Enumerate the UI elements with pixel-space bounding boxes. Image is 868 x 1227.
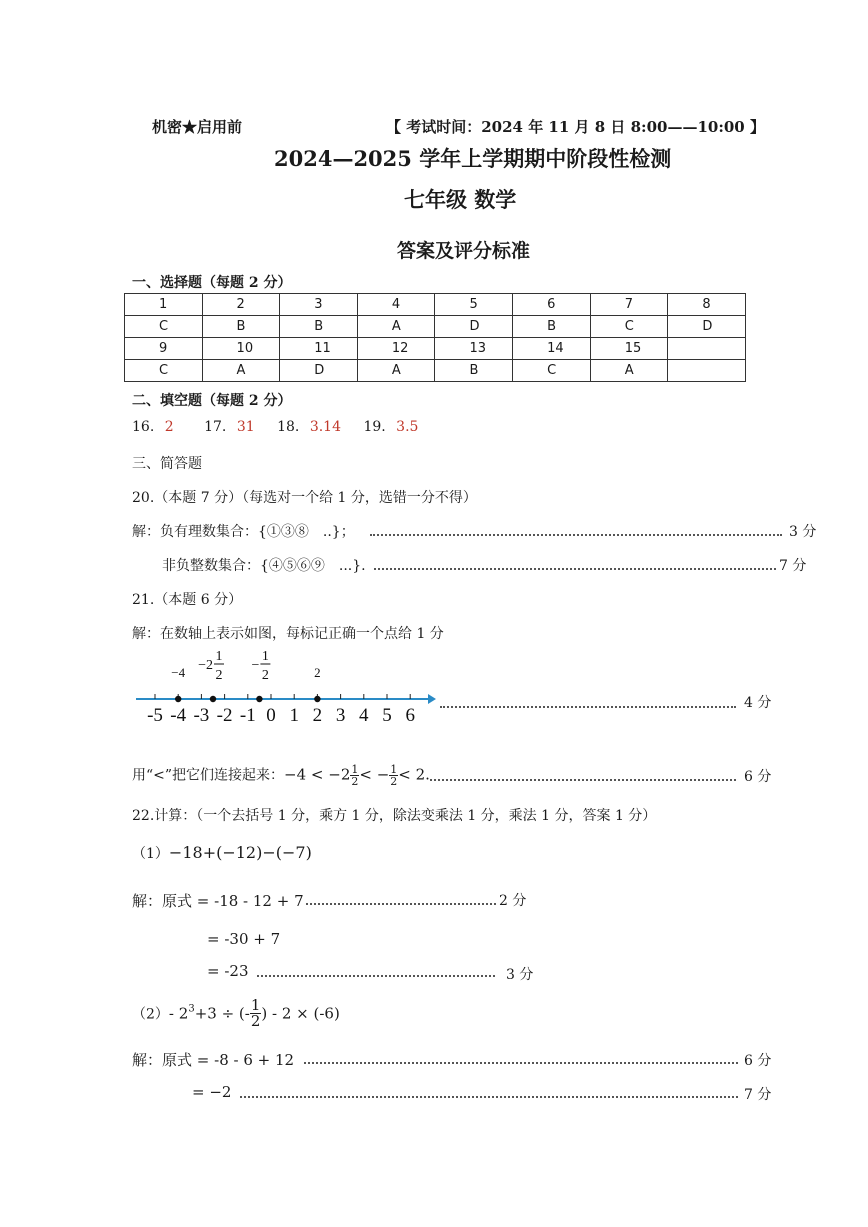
table-cell: 5 bbox=[435, 294, 513, 316]
q22-part2-step1 bbox=[132, 1049, 294, 1070]
expr-b: +3 ÷ (- bbox=[194, 1004, 250, 1023]
table-cell: 1 bbox=[125, 294, 203, 316]
table-cell: 10 bbox=[202, 338, 280, 360]
page-subtitle: 七年级 数学 bbox=[404, 187, 517, 212]
expr-c: ) - 2 × (-6) bbox=[261, 1004, 340, 1023]
compare-part-a: −4 < −2 bbox=[284, 765, 351, 784]
table-cell: 2 bbox=[202, 294, 280, 316]
section3-heading: 三、简答题 bbox=[132, 456, 202, 472]
part2-label: （2） bbox=[132, 1006, 169, 1023]
expr-a: - 2 bbox=[168, 1004, 189, 1023]
table-cell: C bbox=[590, 316, 668, 338]
number-line bbox=[128, 643, 448, 733]
point-label-numerator: 1 bbox=[261, 649, 269, 664]
table-cell: B bbox=[435, 360, 513, 382]
q16-num: 16. bbox=[132, 419, 155, 435]
section2-heading: 二、填空题（每题 2 分） bbox=[132, 393, 292, 409]
step: 原式 = -18 - 12 + 7 bbox=[162, 892, 304, 910]
p1-step3: = -23 bbox=[207, 962, 249, 980]
p1-score1: 2 分 bbox=[499, 893, 527, 909]
part1-expression: −18+(−12)−(−7) bbox=[168, 843, 312, 862]
table-cell: C bbox=[125, 316, 203, 338]
q21-compare bbox=[132, 764, 430, 787]
tick-label: -5 bbox=[147, 705, 163, 726]
table-cell: A bbox=[357, 316, 435, 338]
leader-dots bbox=[374, 568, 776, 570]
point-label: 2 bbox=[314, 665, 321, 680]
q22-part2 bbox=[132, 998, 340, 1029]
table-cell: D bbox=[668, 316, 746, 338]
tick-label: 5 bbox=[382, 705, 392, 726]
table-row bbox=[125, 294, 746, 316]
table-cell: B bbox=[280, 316, 358, 338]
table-row bbox=[125, 338, 746, 360]
q22-title: 22.计算：（一个去括号 1 分，乘方 1 分，除法变乘法 1 分，乘法 1 分，答案 1 分） bbox=[132, 808, 657, 824]
section1-heading: 一、选择题（每题 2 分） bbox=[132, 275, 292, 291]
leader-dots bbox=[304, 1062, 738, 1064]
tick-label: 0 bbox=[266, 705, 276, 726]
p2-score1: 6 分 bbox=[744, 1053, 772, 1069]
compare-prefix: 用“<”把它们连接起来： bbox=[132, 767, 285, 784]
point-marker bbox=[210, 696, 216, 702]
tick-label: 1 bbox=[289, 705, 299, 726]
confidential-label: 机密★启用前 bbox=[152, 118, 243, 136]
table-cell: D bbox=[435, 316, 513, 338]
table-cell bbox=[668, 338, 746, 360]
q21-score2: 6 分 bbox=[744, 769, 772, 785]
table-cell: A bbox=[202, 360, 280, 382]
tick-label: 2 bbox=[312, 705, 323, 726]
table-row bbox=[125, 316, 746, 338]
q18-num: 18. bbox=[277, 419, 300, 435]
q22-part1-step1 bbox=[132, 890, 304, 911]
table-cell: 3 bbox=[280, 294, 358, 316]
q21-score1: 4 分 bbox=[744, 695, 772, 711]
tick-label: -2 bbox=[216, 705, 233, 726]
leader-dots bbox=[240, 1096, 738, 1098]
leader-dots bbox=[257, 975, 495, 977]
compare-frac2: $\frac{1}{2}$ bbox=[390, 763, 398, 788]
q16-answer: 2 bbox=[164, 419, 174, 435]
leader-dots bbox=[370, 534, 782, 536]
q21-line1: 解：在数轴上表示如图，每标记正确一个点给 1 分 bbox=[132, 626, 444, 642]
table-cell: C bbox=[513, 360, 591, 382]
expr-exponent: 3 bbox=[188, 1003, 195, 1015]
table-cell bbox=[668, 360, 746, 382]
tick-label: 3 bbox=[335, 705, 346, 726]
q20-score2: 7 分 bbox=[779, 558, 807, 574]
point-label-numerator: 1 bbox=[215, 649, 223, 664]
compare-frac1: $\frac{1}{2}$ bbox=[351, 763, 359, 788]
fill-answers bbox=[132, 419, 418, 435]
q20-line1: 解：负有理数集合：{①③⑧ ..}； bbox=[132, 524, 355, 540]
point-label-denominator: 2 bbox=[215, 668, 223, 683]
tick-label: -1 bbox=[239, 705, 256, 726]
table-cell: 6 bbox=[513, 294, 591, 316]
q20-title: 20.（本题 7 分）（每选对一个给 1 分，选错一分不得） bbox=[132, 490, 477, 506]
leader-dots bbox=[306, 903, 496, 905]
solution-prefix: 解： bbox=[132, 892, 163, 910]
table-cell: 14 bbox=[513, 338, 591, 360]
table-cell: A bbox=[590, 360, 668, 382]
p2-score2: 7 分 bbox=[744, 1087, 772, 1103]
tick-label: 6 bbox=[405, 705, 415, 726]
q19-num: 19. bbox=[363, 419, 386, 435]
step: 原式 = -8 - 6 + 12 bbox=[162, 1051, 295, 1069]
table-row bbox=[125, 360, 746, 382]
solution-prefix: 解： bbox=[132, 1051, 163, 1069]
tick-label: -4 bbox=[170, 705, 187, 726]
tick-label: 4 bbox=[359, 705, 369, 726]
table-cell: C bbox=[125, 360, 203, 382]
table-cell: B bbox=[202, 316, 280, 338]
p2-step2: = −2 bbox=[192, 1083, 232, 1101]
table-cell: A bbox=[357, 360, 435, 382]
table-cell: 13 bbox=[435, 338, 513, 360]
leader-dots bbox=[430, 779, 736, 781]
answer-table bbox=[124, 293, 746, 382]
compare-part-c: < 2. bbox=[398, 765, 430, 784]
doc-title: 答案及评分标准 bbox=[397, 240, 531, 262]
exam-time: 【 考试时间：2024 年 11 月 8 日 8:00——10:00 】 bbox=[386, 118, 765, 136]
table-cell: 9 bbox=[125, 338, 203, 360]
part1-label: （1） bbox=[132, 846, 169, 862]
point-marker bbox=[314, 696, 320, 702]
q18-answer: 3.14 bbox=[309, 419, 341, 435]
q21-title: 21.（本题 6 分） bbox=[132, 592, 243, 608]
point-label-whole: −2 bbox=[198, 658, 213, 673]
tick-label: -3 bbox=[193, 705, 210, 726]
table-cell: 15 bbox=[590, 338, 668, 360]
table-cell: 4 bbox=[357, 294, 435, 316]
leader-dots bbox=[440, 706, 736, 708]
p1-score2: 3 分 bbox=[506, 967, 534, 983]
q19-answer: 3.5 bbox=[396, 419, 419, 435]
compare-part-b: < − bbox=[359, 765, 390, 784]
q22-part1 bbox=[132, 843, 312, 863]
point-label-denominator: 2 bbox=[261, 668, 269, 683]
table-cell: 12 bbox=[357, 338, 435, 360]
table-cell: D bbox=[280, 360, 358, 382]
p1-step2: = -30 + 7 bbox=[207, 930, 281, 948]
table-cell: 7 bbox=[590, 294, 668, 316]
point-marker bbox=[175, 696, 181, 702]
q20-score1: 3 分 bbox=[789, 524, 817, 540]
point-label: −4 bbox=[171, 665, 186, 680]
q17-answer: 31 bbox=[236, 419, 255, 435]
point-label-whole: − bbox=[251, 658, 260, 673]
table-cell: 8 bbox=[668, 294, 746, 316]
axis-arrow bbox=[428, 694, 436, 704]
table-cell: 11 bbox=[280, 338, 358, 360]
expr-fraction: $\frac{1}{2}$ bbox=[250, 996, 261, 1030]
point-marker bbox=[256, 696, 262, 702]
page-title: 2024—2025 学年上学期期中阶段性检测 bbox=[274, 146, 672, 171]
table-cell: B bbox=[513, 316, 591, 338]
q17-num: 17. bbox=[204, 419, 227, 435]
q20-line2: 非负整数集合：{④⑤⑥⑨ ...}. bbox=[162, 558, 366, 574]
